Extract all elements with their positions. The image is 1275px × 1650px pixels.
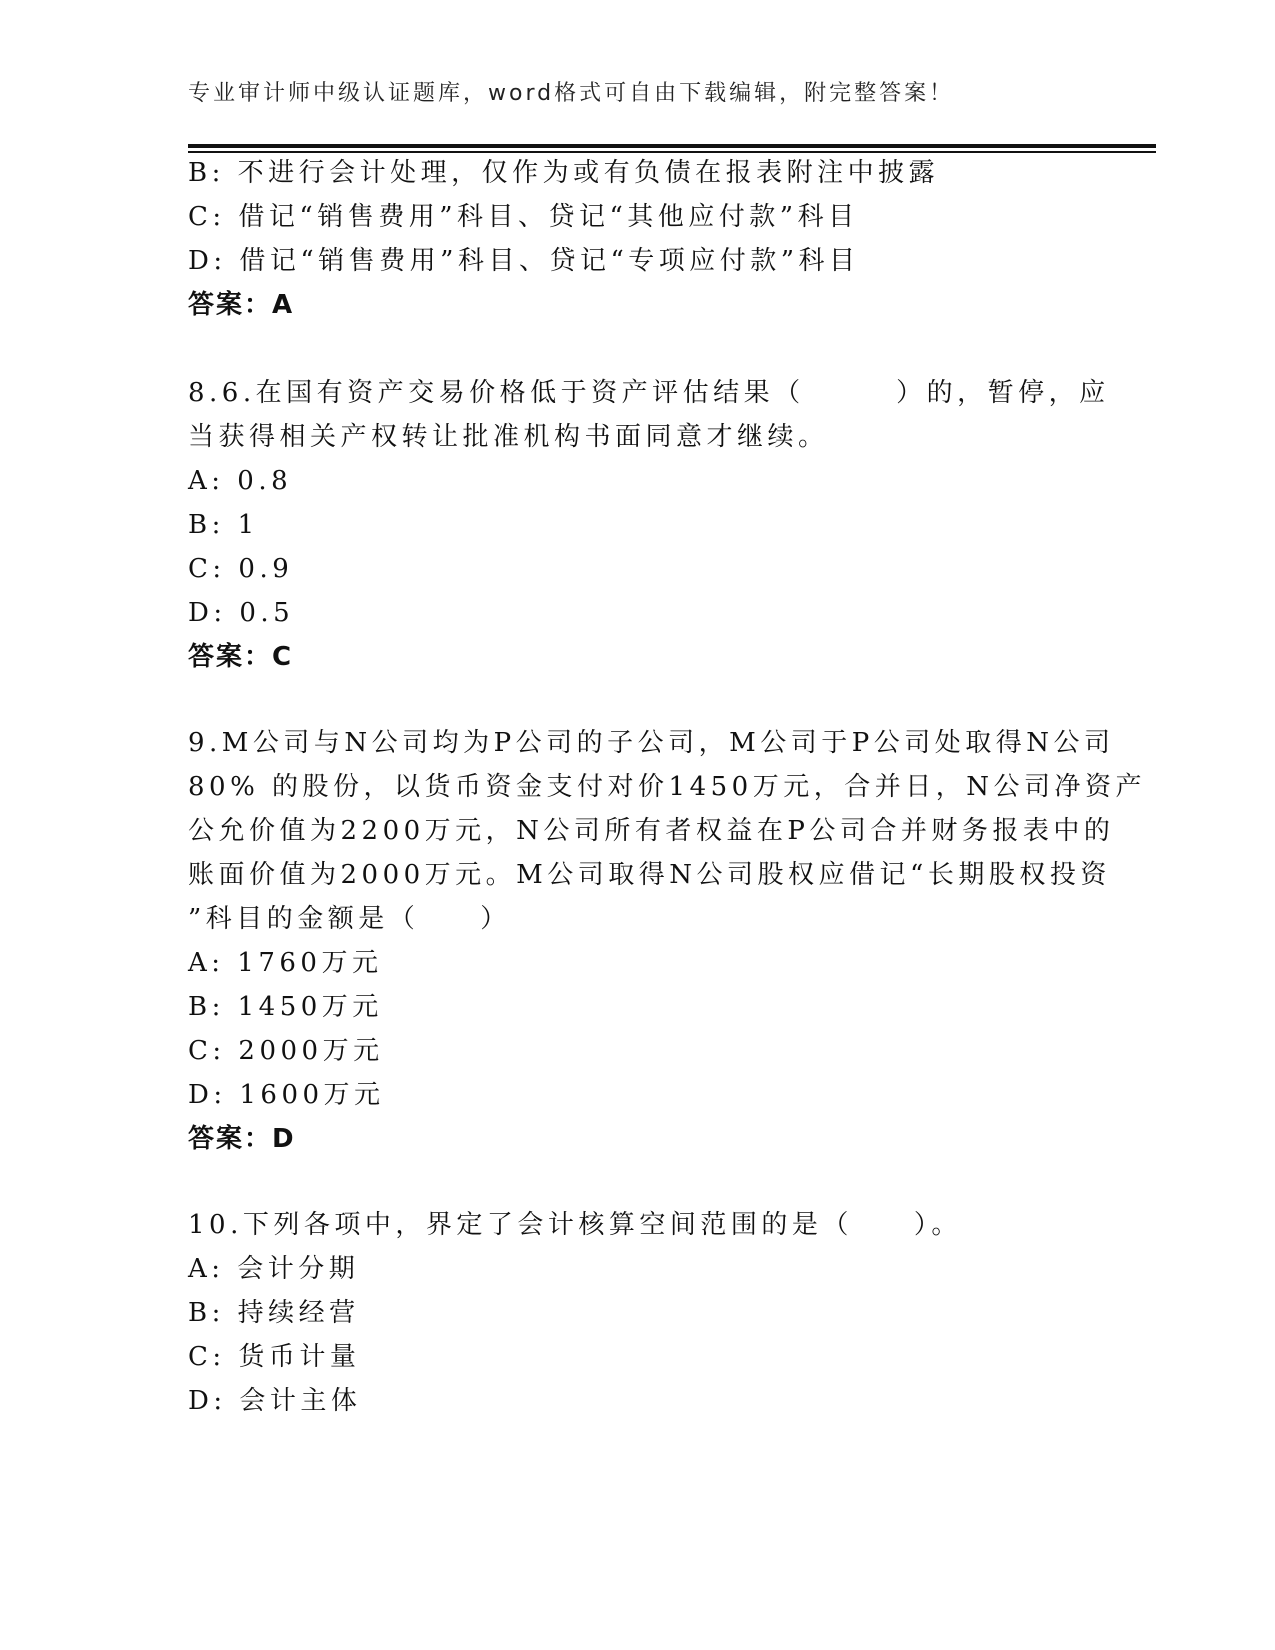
q9-option-b: B: 1450万元 (188, 992, 383, 1022)
q8-stem-line2: 当获得相关产权转让批准机构书面同意才继续。 (188, 422, 829, 452)
q9-stem-line4: 账面价值为2000万元。M公司取得N公司股权应借记“长期股权投资 (188, 860, 1111, 890)
q9-option-a: A: 1760万元 (188, 948, 383, 978)
q10-option-c: C: 货币计量 (188, 1342, 361, 1372)
q10-option-d: D: 会计主体 (188, 1386, 362, 1416)
q9-option-c: C: 2000万元 (188, 1036, 384, 1066)
q7-answer: 答案：A (188, 290, 295, 320)
q7-option-c: C: 借记“销售费用”科目、贷记“其他应付款”科目 (188, 202, 859, 232)
q9-stem-line1: 9.M公司与N公司均为P公司的子公司，M公司于P公司处取得N公司 (188, 728, 1115, 758)
q9-stem-line5: ”科目的金额是（ ） (188, 904, 511, 934)
q9-option-d: D: 1600万元 (188, 1080, 385, 1110)
page-header: 专业审计师中级认证题库，word格式可自由下载编辑，附完整答案！ (188, 81, 955, 106)
q8-option-b: B: 1 (188, 510, 259, 540)
q7-option-d: D: 借记“销售费用”科目、贷记“专项应付款”科目 (188, 246, 860, 276)
header-divider-thick (188, 144, 1156, 148)
q9-stem-line2: 80% 的股份，以货币资金支付对价1450万元，合并日，N公司净资产 (188, 772, 1146, 802)
q8-option-c: C: 0.9 (188, 554, 294, 584)
header-divider-thin (188, 151, 1156, 153)
q9-stem-line3: 公允价值为2200万元，N公司所有者权益在P公司合并财务报表中的 (188, 816, 1115, 846)
q10-option-b: B: 持续经营 (188, 1298, 360, 1328)
q9-answer: 答案：D (188, 1124, 296, 1154)
q10-option-a: A: 会计分期 (188, 1254, 360, 1284)
q7-option-b: B: 不进行会计处理，仅作为或有负债在报表附注中披露 (188, 158, 940, 188)
q10-stem-line1: 10.下列各项中，界定了会计核算空间范围的是（ ）。 (188, 1210, 962, 1240)
q8-stem-line1: 8.6.在国有资产交易价格低于资产评估结果（ ）的，暂停，应 (188, 378, 1110, 408)
q8-answer: 答案：C (188, 642, 294, 672)
q8-option-a: A: 0.8 (188, 466, 293, 496)
q8-option-d: D: 0.5 (188, 598, 295, 628)
